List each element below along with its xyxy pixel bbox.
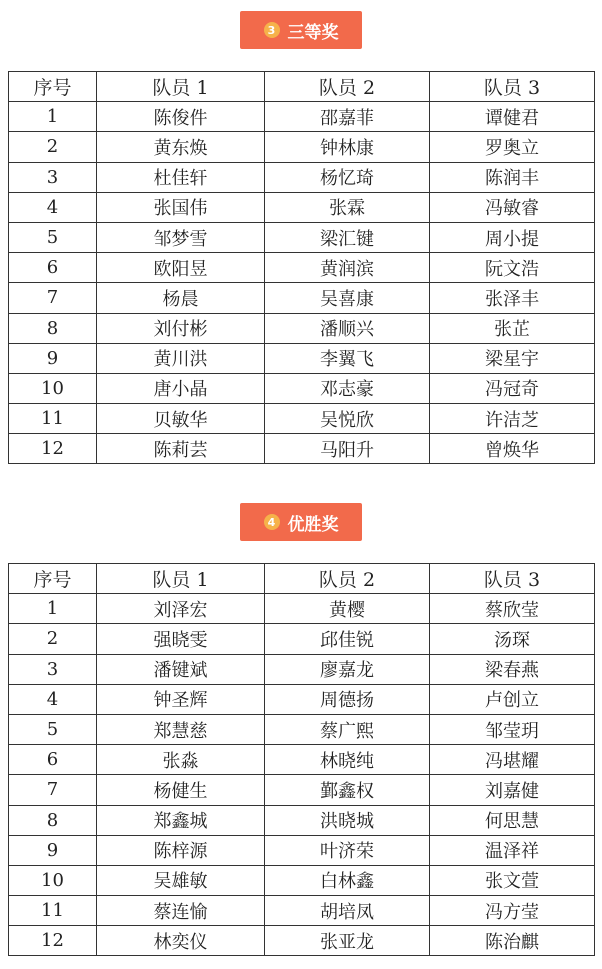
member-name-cell: 强晓雯 [97, 624, 265, 654]
roster-table-merit [8, 563, 595, 956]
member-name-cell: 郑慧慈 [97, 714, 265, 744]
row-number-cell: 3 [9, 162, 97, 192]
row-number-cell: 6 [9, 745, 97, 775]
member-name-cell: 冯方莹 [430, 896, 595, 926]
member-name-cell: 吴雄敏 [97, 865, 265, 895]
column-header: 序号 [9, 72, 97, 102]
row-number-cell: 12 [9, 926, 97, 956]
table-row [9, 132, 595, 162]
member-name-cell: 杨健生 [97, 775, 265, 805]
member-name-cell: 陈俊件 [97, 102, 265, 132]
member-name-cell: 周小提 [430, 222, 595, 252]
column-header: 队员 1 [97, 72, 265, 102]
member-name-cell: 张芷 [430, 313, 595, 343]
award-badge-third [240, 11, 362, 49]
member-name-cell: 汤琛 [430, 624, 595, 654]
member-name-cell: 杨忆琦 [265, 162, 430, 192]
member-name-cell: 何思慧 [430, 805, 595, 835]
column-header: 队员 3 [430, 564, 595, 594]
member-name-cell: 钟圣辉 [97, 684, 265, 714]
member-name-cell: 欧阳昱 [97, 253, 265, 283]
row-number-cell: 9 [9, 835, 97, 865]
table-row [9, 343, 595, 373]
member-name-cell: 梁春燕 [430, 654, 595, 684]
award-title: 三等奖 [287, 22, 339, 43]
row-number-cell: 4 [9, 684, 97, 714]
table-row [9, 253, 595, 283]
column-header: 队员 3 [430, 72, 595, 102]
member-name-cell: 邱佳锐 [265, 624, 430, 654]
member-name-cell: 张泽丰 [430, 283, 595, 313]
column-header: 队员 2 [265, 564, 430, 594]
table-row [9, 313, 595, 343]
member-name-cell: 潘键斌 [97, 654, 265, 684]
member-name-cell: 黄润滨 [265, 253, 430, 283]
member-name-cell: 张亚龙 [265, 926, 430, 956]
row-number-cell: 8 [9, 313, 97, 343]
member-name-cell: 冯冠奇 [430, 373, 595, 403]
table-row [9, 714, 595, 744]
member-name-cell: 黄东焕 [97, 132, 265, 162]
member-name-cell: 马阳升 [265, 434, 430, 464]
member-name-cell: 陈治麒 [430, 926, 595, 956]
member-name-cell: 吴喜康 [265, 283, 430, 313]
table-row [9, 926, 595, 956]
member-name-cell: 白林鑫 [265, 865, 430, 895]
table-row [9, 775, 595, 805]
table-row [9, 594, 595, 624]
table-row [9, 805, 595, 835]
row-number-cell: 6 [9, 253, 97, 283]
table-row [9, 192, 595, 222]
column-header: 队员 2 [265, 72, 430, 102]
member-name-cell: 黄樱 [265, 594, 430, 624]
member-name-cell: 陈莉芸 [97, 434, 265, 464]
member-name-cell: 曾焕华 [430, 434, 595, 464]
table-row [9, 654, 595, 684]
member-name-cell: 张文萱 [430, 865, 595, 895]
row-number-cell: 10 [9, 373, 97, 403]
member-name-cell: 阮文浩 [430, 253, 595, 283]
table-body [9, 594, 595, 956]
member-name-cell: 冯敏睿 [430, 192, 595, 222]
row-number-cell: 7 [9, 283, 97, 313]
row-number-cell: 11 [9, 404, 97, 434]
table-row [9, 404, 595, 434]
number-circle-icon: 4 [264, 514, 280, 530]
table-row [9, 624, 595, 654]
member-name-cell: 唐小晶 [97, 373, 265, 403]
table-row [9, 434, 595, 464]
member-name-cell: 廖嘉龙 [265, 654, 430, 684]
row-number-cell: 4 [9, 192, 97, 222]
member-name-cell: 张国伟 [97, 192, 265, 222]
roster-table-third [8, 71, 595, 464]
table-row [9, 835, 595, 865]
table-header-row [9, 72, 595, 102]
member-name-cell: 邓志豪 [265, 373, 430, 403]
member-name-cell: 杨晨 [97, 283, 265, 313]
member-name-cell: 谭健君 [430, 102, 595, 132]
row-number-cell: 12 [9, 434, 97, 464]
member-name-cell: 钟林康 [265, 132, 430, 162]
member-name-cell: 洪晓城 [265, 805, 430, 835]
row-number-cell: 9 [9, 343, 97, 373]
table-body [9, 102, 595, 464]
member-name-cell: 蔡欣莹 [430, 594, 595, 624]
member-name-cell: 张淼 [97, 745, 265, 775]
row-number-cell: 2 [9, 624, 97, 654]
row-number-cell: 1 [9, 102, 97, 132]
table-row [9, 373, 595, 403]
member-name-cell: 罗奥立 [430, 132, 595, 162]
row-number-cell: 3 [9, 654, 97, 684]
member-name-cell: 许洁芝 [430, 404, 595, 434]
row-number-cell: 10 [9, 865, 97, 895]
member-name-cell: 林晓纯 [265, 745, 430, 775]
table-row [9, 865, 595, 895]
table-row [9, 162, 595, 192]
number-circle-icon: 3 [264, 22, 280, 38]
member-name-cell: 郑鑫城 [97, 805, 265, 835]
member-name-cell: 刘嘉健 [430, 775, 595, 805]
row-number-cell: 5 [9, 222, 97, 252]
member-name-cell: 鄞鑫权 [265, 775, 430, 805]
member-name-cell: 梁汇键 [265, 222, 430, 252]
member-name-cell: 温泽祥 [430, 835, 595, 865]
award-badge-merit [240, 503, 362, 541]
member-name-cell: 邹莹玥 [430, 714, 595, 744]
table-row [9, 684, 595, 714]
member-name-cell: 吴悦欣 [265, 404, 430, 434]
row-number-cell: 5 [9, 714, 97, 744]
member-name-cell: 李翼飞 [265, 343, 430, 373]
member-name-cell: 胡培凤 [265, 896, 430, 926]
column-header: 序号 [9, 564, 97, 594]
member-name-cell: 邹梦雪 [97, 222, 265, 252]
table-row [9, 745, 595, 775]
row-number-cell: 2 [9, 132, 97, 162]
member-name-cell: 张霖 [265, 192, 430, 222]
member-name-cell: 蔡广熙 [265, 714, 430, 744]
member-name-cell: 陈润丰 [430, 162, 595, 192]
member-name-cell: 林奕仪 [97, 926, 265, 956]
member-name-cell: 邵嘉菲 [265, 102, 430, 132]
table-row [9, 896, 595, 926]
member-name-cell: 叶济荣 [265, 835, 430, 865]
table-row [9, 222, 595, 252]
table-row [9, 283, 595, 313]
member-name-cell: 刘泽宏 [97, 594, 265, 624]
row-number-cell: 1 [9, 594, 97, 624]
table-row [9, 102, 595, 132]
member-name-cell: 杜佳轩 [97, 162, 265, 192]
award-title: 优胜奖 [287, 514, 339, 535]
member-name-cell: 周德扬 [265, 684, 430, 714]
member-name-cell: 蔡连愉 [97, 896, 265, 926]
column-header: 队员 1 [97, 564, 265, 594]
member-name-cell: 卢创立 [430, 684, 595, 714]
row-number-cell: 8 [9, 805, 97, 835]
member-name-cell: 冯堪耀 [430, 745, 595, 775]
row-number-cell: 7 [9, 775, 97, 805]
member-name-cell: 梁星宇 [430, 343, 595, 373]
member-name-cell: 潘顺兴 [265, 313, 430, 343]
member-name-cell: 陈梓源 [97, 835, 265, 865]
member-name-cell: 贝敏华 [97, 404, 265, 434]
member-name-cell: 刘付彬 [97, 313, 265, 343]
row-number-cell: 11 [9, 896, 97, 926]
member-name-cell: 黄川洪 [97, 343, 265, 373]
table-header-row [9, 564, 595, 594]
